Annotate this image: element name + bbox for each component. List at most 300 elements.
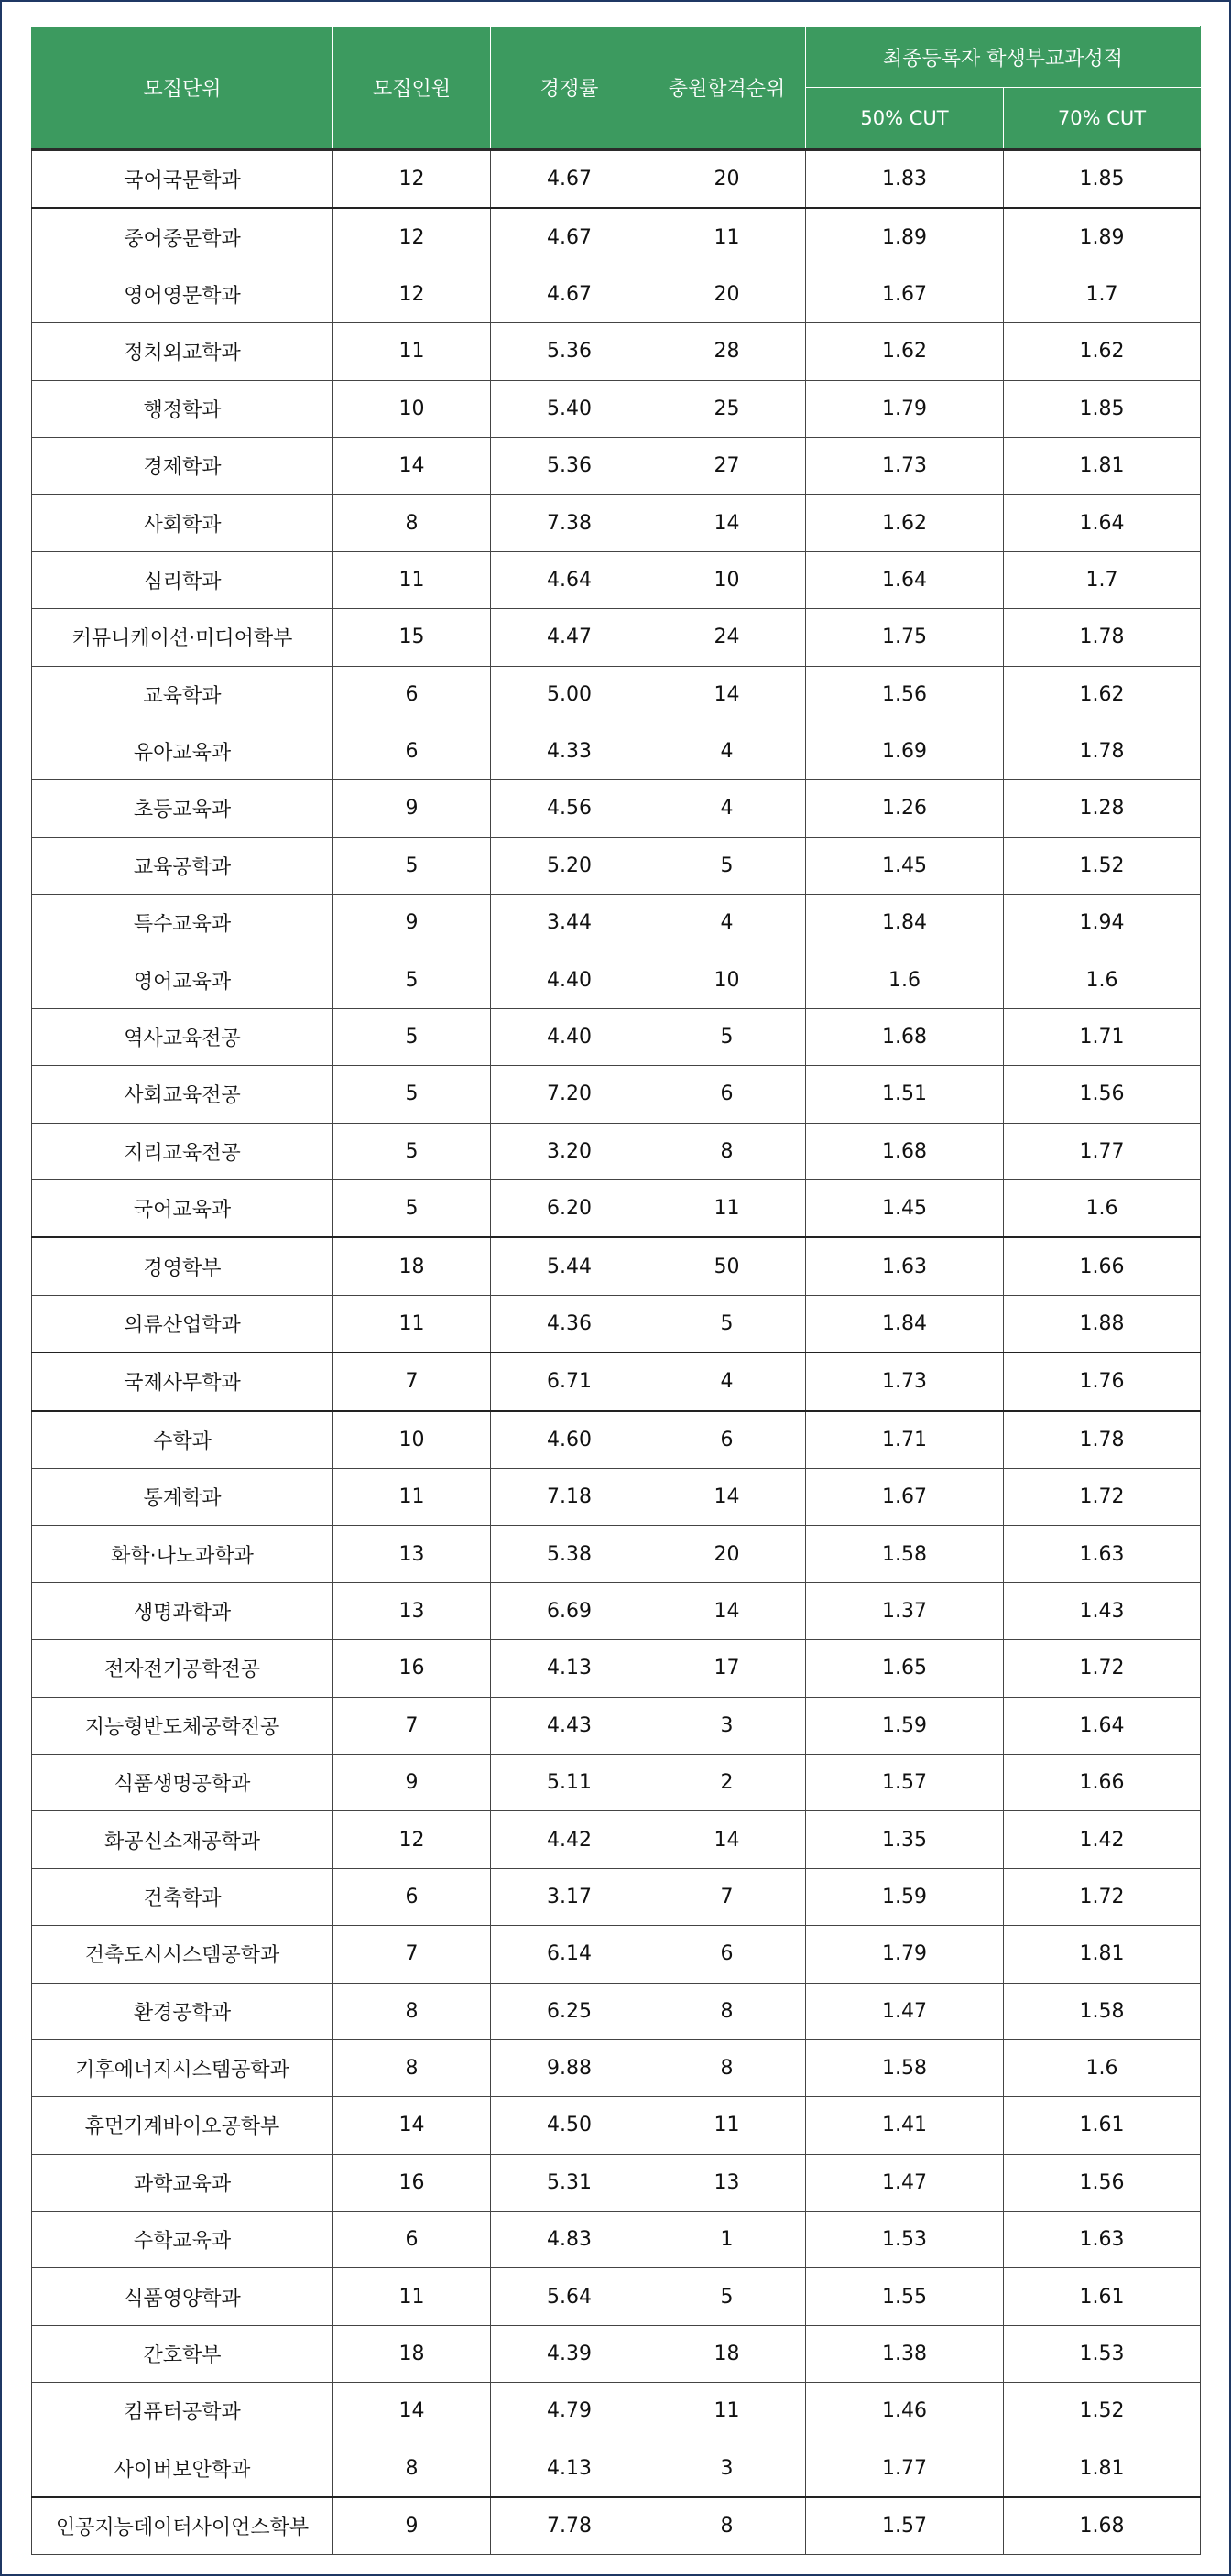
table-row xyxy=(32,2212,1201,2268)
cell-rank: 27 xyxy=(648,437,806,494)
table-row xyxy=(32,1295,1201,1353)
cell-quota: 6 xyxy=(333,2212,491,2268)
cell-quota: 18 xyxy=(333,2325,491,2382)
cell-ratio: 4.42 xyxy=(491,1811,648,1868)
cell-unit: 영어교육과 xyxy=(32,951,333,1008)
cell-unit: 사이버보안학과 xyxy=(32,2440,333,2497)
cell-unit: 경영학부 xyxy=(32,1237,333,1295)
cell-ratio: 9.88 xyxy=(491,2039,648,2096)
cell-cut70: 1.63 xyxy=(1004,2212,1201,2268)
cell-quota: 12 xyxy=(333,266,491,322)
cell-cut50: 1.67 xyxy=(806,266,1004,322)
cell-ratio: 5.38 xyxy=(491,1526,648,1582)
cell-unit: 지능형반도체공학전공 xyxy=(32,1697,333,1754)
cell-cut50: 1.47 xyxy=(806,1983,1004,2039)
header-rank: 충원합격순위 xyxy=(648,27,806,150)
cell-cut50: 1.73 xyxy=(806,437,1004,494)
cell-rank: 10 xyxy=(648,951,806,1008)
cell-quota: 7 xyxy=(333,1926,491,1983)
cell-rank: 11 xyxy=(648,2383,806,2440)
cell-cut70: 1.64 xyxy=(1004,1697,1201,1754)
cell-quota: 5 xyxy=(333,1066,491,1123)
header-cut50: 50% CUT xyxy=(806,88,1004,150)
table-row xyxy=(32,2440,1201,2497)
cell-rank: 4 xyxy=(648,723,806,779)
cell-ratio: 4.40 xyxy=(491,1008,648,1065)
cell-quota: 5 xyxy=(333,951,491,1008)
cell-rank: 24 xyxy=(648,609,806,666)
cell-quota: 12 xyxy=(333,208,491,266)
cell-quota: 12 xyxy=(333,150,491,209)
cell-unit: 환경공학과 xyxy=(32,1983,333,2039)
cell-rank: 20 xyxy=(648,266,806,322)
cell-ratio: 5.00 xyxy=(491,666,648,723)
cell-quota: 16 xyxy=(333,2154,491,2211)
cell-unit: 교육학과 xyxy=(32,666,333,723)
cell-rank: 5 xyxy=(648,2268,806,2325)
cell-cut70: 1.28 xyxy=(1004,780,1201,837)
cell-cut50: 1.56 xyxy=(806,666,1004,723)
cell-ratio: 3.44 xyxy=(491,895,648,951)
cell-cut70: 1.81 xyxy=(1004,1926,1201,1983)
cell-unit: 인공지능데이터사이언스학부 xyxy=(32,2497,333,2555)
cell-rank: 20 xyxy=(648,1526,806,1582)
table-row xyxy=(32,723,1201,779)
header-unit: 모집단위 xyxy=(32,27,333,150)
cell-ratio: 3.20 xyxy=(491,1123,648,1179)
table-row xyxy=(32,1468,1201,1525)
cell-cut50: 1.38 xyxy=(806,2325,1004,2382)
cell-ratio: 4.79 xyxy=(491,2383,648,2440)
table-row xyxy=(32,323,1201,380)
cell-ratio: 6.69 xyxy=(491,1582,648,1639)
table-row xyxy=(32,666,1201,723)
cell-cut70: 1.68 xyxy=(1004,2497,1201,2555)
cell-cut70: 1.81 xyxy=(1004,2440,1201,2497)
cell-unit: 국어국문학과 xyxy=(32,150,333,209)
table-row xyxy=(32,1983,1201,2039)
cell-cut50: 1.63 xyxy=(806,1237,1004,1295)
cell-unit: 화공신소재공학과 xyxy=(32,1811,333,1868)
cell-cut70: 1.66 xyxy=(1004,1754,1201,1810)
admission-results-table xyxy=(31,26,1201,2555)
cell-cut50: 1.67 xyxy=(806,1468,1004,1525)
table-row xyxy=(32,1180,1201,1238)
cell-ratio: 6.14 xyxy=(491,1926,648,1983)
cell-cut70: 1.94 xyxy=(1004,895,1201,951)
cell-ratio: 7.78 xyxy=(491,2497,648,2555)
cell-rank: 5 xyxy=(648,837,806,894)
cell-unit: 간호학부 xyxy=(32,2325,333,2382)
table-row xyxy=(32,551,1201,608)
cell-unit: 컴퓨터공학과 xyxy=(32,2383,333,2440)
cell-quota: 6 xyxy=(333,723,491,779)
cell-rank: 4 xyxy=(648,895,806,951)
cell-cut70: 1.71 xyxy=(1004,1008,1201,1065)
cell-cut50: 1.45 xyxy=(806,1180,1004,1238)
cell-cut50: 1.68 xyxy=(806,1008,1004,1065)
cell-rank: 20 xyxy=(648,150,806,209)
cell-cut50: 1.84 xyxy=(806,895,1004,951)
cell-quota: 9 xyxy=(333,895,491,951)
cell-unit: 국제사무학과 xyxy=(32,1353,333,1410)
cell-cut50: 1.58 xyxy=(806,2039,1004,2096)
table-row xyxy=(32,1640,1201,1697)
cell-ratio: 5.36 xyxy=(491,323,648,380)
table-row xyxy=(32,437,1201,494)
cell-cut70: 1.52 xyxy=(1004,837,1201,894)
cell-cut50: 1.89 xyxy=(806,208,1004,266)
cell-cut70: 1.62 xyxy=(1004,323,1201,380)
cell-ratio: 7.38 xyxy=(491,495,648,551)
cell-cut50: 1.62 xyxy=(806,323,1004,380)
cell-cut50: 1.79 xyxy=(806,1926,1004,1983)
cell-ratio: 4.39 xyxy=(491,2325,648,2382)
cell-rank: 14 xyxy=(648,1582,806,1639)
cell-quota: 11 xyxy=(333,323,491,380)
cell-cut70: 1.6 xyxy=(1004,2039,1201,2096)
table-body xyxy=(32,150,1201,2555)
cell-cut70: 1.63 xyxy=(1004,1526,1201,1582)
cell-unit: 의류산업학과 xyxy=(32,1295,333,1353)
cell-cut50: 1.83 xyxy=(806,150,1004,209)
cell-quota: 9 xyxy=(333,2497,491,2555)
cell-unit: 사회학과 xyxy=(32,495,333,551)
cell-cut70: 1.61 xyxy=(1004,2268,1201,2325)
cell-quota: 18 xyxy=(333,1237,491,1295)
cell-cut50: 1.47 xyxy=(806,2154,1004,2211)
cell-cut70: 1.6 xyxy=(1004,1180,1201,1238)
cell-rank: 14 xyxy=(648,1811,806,1868)
cell-cut50: 1.65 xyxy=(806,1640,1004,1697)
cell-rank: 11 xyxy=(648,208,806,266)
cell-cut50: 1.57 xyxy=(806,1754,1004,1810)
cell-rank: 2 xyxy=(648,1754,806,1810)
cell-cut50: 1.58 xyxy=(806,1526,1004,1582)
cell-cut70: 1.56 xyxy=(1004,1066,1201,1123)
cell-rank: 8 xyxy=(648,2497,806,2555)
header-quota: 모집인원 xyxy=(333,27,491,150)
table-row xyxy=(32,609,1201,666)
cell-ratio: 4.33 xyxy=(491,723,648,779)
cell-cut50: 1.68 xyxy=(806,1123,1004,1179)
cell-rank: 6 xyxy=(648,1411,806,1469)
cell-quota: 12 xyxy=(333,1811,491,1868)
cell-quota: 14 xyxy=(333,2383,491,2440)
cell-ratio: 7.18 xyxy=(491,1468,648,1525)
table-row xyxy=(32,1411,1201,1469)
cell-cut50: 1.41 xyxy=(806,2097,1004,2154)
table-row xyxy=(32,1123,1201,1179)
cell-cut50: 1.84 xyxy=(806,1295,1004,1353)
cell-unit: 휴먼기계바이오공학부 xyxy=(32,2097,333,2154)
cell-cut50: 1.69 xyxy=(806,723,1004,779)
cell-quota: 11 xyxy=(333,1295,491,1353)
cell-rank: 14 xyxy=(648,666,806,723)
table-row xyxy=(32,1526,1201,1582)
cell-cut50: 1.59 xyxy=(806,1697,1004,1754)
cell-cut70: 1.64 xyxy=(1004,495,1201,551)
cell-quota: 5 xyxy=(333,1123,491,1179)
cell-cut50: 1.62 xyxy=(806,495,1004,551)
cell-rank: 8 xyxy=(648,1983,806,2039)
cell-unit: 역사교육전공 xyxy=(32,1008,333,1065)
cell-ratio: 3.17 xyxy=(491,1868,648,1925)
cell-unit: 생명과학과 xyxy=(32,1582,333,1639)
header-ratio: 경쟁률 xyxy=(491,27,648,150)
table-row xyxy=(32,1926,1201,1983)
cell-rank: 4 xyxy=(648,780,806,837)
cell-quota: 13 xyxy=(333,1526,491,1582)
cell-quota: 7 xyxy=(333,1697,491,1754)
cell-ratio: 4.43 xyxy=(491,1697,648,1754)
cell-quota: 14 xyxy=(333,2097,491,2154)
cell-rank: 50 xyxy=(648,1237,806,1295)
cell-ratio: 4.47 xyxy=(491,609,648,666)
table-row xyxy=(32,495,1201,551)
cell-unit: 특수교육과 xyxy=(32,895,333,951)
cell-cut70: 1.85 xyxy=(1004,150,1201,209)
cell-quota: 8 xyxy=(333,2440,491,2497)
cell-rank: 17 xyxy=(648,1640,806,1697)
cell-ratio: 5.36 xyxy=(491,437,648,494)
cell-rank: 25 xyxy=(648,380,806,437)
cell-cut50: 1.59 xyxy=(806,1868,1004,1925)
table-row xyxy=(32,2154,1201,2211)
table-row xyxy=(32,2325,1201,2382)
cell-unit: 경제학과 xyxy=(32,437,333,494)
table-row xyxy=(32,780,1201,837)
cell-cut70: 1.62 xyxy=(1004,666,1201,723)
table-row xyxy=(32,1697,1201,1754)
cell-cut70: 1.77 xyxy=(1004,1123,1201,1179)
table-row xyxy=(32,380,1201,437)
table-row xyxy=(32,2383,1201,2440)
cell-rank: 3 xyxy=(648,1697,806,1754)
cell-unit: 유아교육과 xyxy=(32,723,333,779)
cell-quota: 15 xyxy=(333,609,491,666)
header-cut70: 70% CUT xyxy=(1004,88,1201,150)
cell-quota: 9 xyxy=(333,780,491,837)
table-row xyxy=(32,1811,1201,1868)
cell-ratio: 5.64 xyxy=(491,2268,648,2325)
cell-cut50: 1.53 xyxy=(806,2212,1004,2268)
cell-ratio: 4.67 xyxy=(491,266,648,322)
cell-rank: 4 xyxy=(648,1353,806,1410)
cell-cut70: 1.85 xyxy=(1004,380,1201,437)
cell-unit: 심리학과 xyxy=(32,551,333,608)
cell-rank: 28 xyxy=(648,323,806,380)
cell-unit: 수학교육과 xyxy=(32,2212,333,2268)
header-grade-group: 최종등록자 학생부교과성적 xyxy=(806,27,1201,88)
cell-rank: 18 xyxy=(648,2325,806,2382)
cell-cut70: 1.52 xyxy=(1004,2383,1201,2440)
cell-ratio: 5.11 xyxy=(491,1754,648,1810)
cell-cut70: 1.53 xyxy=(1004,2325,1201,2382)
cell-unit: 초등교육과 xyxy=(32,780,333,837)
cell-quota: 10 xyxy=(333,380,491,437)
cell-cut70: 1.81 xyxy=(1004,437,1201,494)
cell-ratio: 4.40 xyxy=(491,951,648,1008)
cell-rank: 13 xyxy=(648,2154,806,2211)
cell-quota: 10 xyxy=(333,1411,491,1469)
cell-cut70: 1.72 xyxy=(1004,1868,1201,1925)
cell-rank: 8 xyxy=(648,1123,806,1179)
cell-ratio: 6.20 xyxy=(491,1180,648,1238)
cell-ratio: 4.60 xyxy=(491,1411,648,1469)
cell-quota: 8 xyxy=(333,495,491,551)
cell-cut50: 1.37 xyxy=(806,1582,1004,1639)
table-row xyxy=(32,1754,1201,1810)
cell-unit: 기후에너지시스템공학과 xyxy=(32,2039,333,2096)
cell-cut50: 1.35 xyxy=(806,1811,1004,1868)
cell-ratio: 5.40 xyxy=(491,380,648,437)
cell-cut50: 1.73 xyxy=(806,1353,1004,1410)
cell-unit: 지리교육전공 xyxy=(32,1123,333,1179)
cell-unit: 국어교육과 xyxy=(32,1180,333,1238)
cell-rank: 1 xyxy=(648,2212,806,2268)
table-row xyxy=(32,1237,1201,1295)
cell-rank: 14 xyxy=(648,1468,806,1525)
cell-ratio: 4.36 xyxy=(491,1295,648,1353)
cell-ratio: 4.56 xyxy=(491,780,648,837)
cell-cut70: 1.72 xyxy=(1004,1640,1201,1697)
cell-quota: 11 xyxy=(333,2268,491,2325)
cell-rank: 8 xyxy=(648,2039,806,2096)
cell-rank: 7 xyxy=(648,1868,806,1925)
cell-quota: 7 xyxy=(333,1353,491,1410)
cell-cut50: 1.6 xyxy=(806,951,1004,1008)
cell-cut70: 1.43 xyxy=(1004,1582,1201,1639)
table-row xyxy=(32,951,1201,1008)
cell-quota: 5 xyxy=(333,837,491,894)
cell-cut50: 1.46 xyxy=(806,2383,1004,2440)
cell-cut50: 1.79 xyxy=(806,380,1004,437)
cell-unit: 중어중문학과 xyxy=(32,208,333,266)
cell-unit: 식품영양학과 xyxy=(32,2268,333,2325)
table-row xyxy=(32,1066,1201,1123)
cell-cut70: 1.58 xyxy=(1004,1983,1201,2039)
table-row xyxy=(32,266,1201,322)
cell-ratio: 4.13 xyxy=(491,1640,648,1697)
cell-ratio: 4.64 xyxy=(491,551,648,608)
cell-unit: 정치외교학과 xyxy=(32,323,333,380)
cell-ratio: 5.44 xyxy=(491,1237,648,1295)
cell-unit: 수학과 xyxy=(32,1411,333,1469)
cell-ratio: 6.71 xyxy=(491,1353,648,1410)
cell-unit: 커뮤니케이션·미디어학부 xyxy=(32,609,333,666)
cell-rank: 11 xyxy=(648,2097,806,2154)
cell-ratio: 4.67 xyxy=(491,150,648,209)
cell-cut70: 1.56 xyxy=(1004,2154,1201,2211)
table-row xyxy=(32,1353,1201,1410)
table-row xyxy=(32,2097,1201,2154)
table-row xyxy=(32,150,1201,209)
cell-rank: 10 xyxy=(648,551,806,608)
cell-cut70: 1.78 xyxy=(1004,723,1201,779)
cell-unit: 과학교육과 xyxy=(32,2154,333,2211)
cell-unit: 식품생명공학과 xyxy=(32,1754,333,1810)
cell-quota: 11 xyxy=(333,551,491,608)
cell-rank: 6 xyxy=(648,1926,806,1983)
cell-cut70: 1.7 xyxy=(1004,551,1201,608)
cell-quota: 6 xyxy=(333,666,491,723)
cell-cut50: 1.57 xyxy=(806,2497,1004,2555)
cell-cut50: 1.55 xyxy=(806,2268,1004,2325)
cell-unit: 사회교육전공 xyxy=(32,1066,333,1123)
cell-ratio: 4.67 xyxy=(491,208,648,266)
cell-ratio: 5.31 xyxy=(491,2154,648,2211)
table-row xyxy=(32,2497,1201,2555)
cell-cut70: 1.78 xyxy=(1004,1411,1201,1469)
cell-unit: 행정학과 xyxy=(32,380,333,437)
table-row xyxy=(32,895,1201,951)
cell-cut70: 1.61 xyxy=(1004,2097,1201,2154)
cell-quota: 14 xyxy=(333,437,491,494)
cell-cut50: 1.64 xyxy=(806,551,1004,608)
cell-cut50: 1.71 xyxy=(806,1411,1004,1469)
cell-unit: 영어영문학과 xyxy=(32,266,333,322)
cell-unit: 건축도시시스템공학과 xyxy=(32,1926,333,1983)
cell-unit: 교육공학과 xyxy=(32,837,333,894)
cell-cut70: 1.89 xyxy=(1004,208,1201,266)
cell-cut50: 1.45 xyxy=(806,837,1004,894)
cell-ratio: 5.20 xyxy=(491,837,648,894)
cell-quota: 8 xyxy=(333,1983,491,2039)
cell-cut70: 1.76 xyxy=(1004,1353,1201,1410)
cell-quota: 8 xyxy=(333,2039,491,2096)
cell-rank: 5 xyxy=(648,1295,806,1353)
cell-ratio: 6.25 xyxy=(491,1983,648,2039)
cell-cut70: 1.6 xyxy=(1004,951,1201,1008)
table-row xyxy=(32,2268,1201,2325)
cell-quota: 11 xyxy=(333,1468,491,1525)
cell-unit: 건축학과 xyxy=(32,1868,333,1925)
cell-cut70: 1.42 xyxy=(1004,1811,1201,1868)
cell-cut50: 1.26 xyxy=(806,780,1004,837)
table-row xyxy=(32,208,1201,266)
cell-cut70: 1.78 xyxy=(1004,609,1201,666)
cell-unit: 통계학과 xyxy=(32,1468,333,1525)
cell-quota: 5 xyxy=(333,1180,491,1238)
table-row xyxy=(32,1868,1201,1925)
cell-cut50: 1.51 xyxy=(806,1066,1004,1123)
cell-quota: 13 xyxy=(333,1582,491,1639)
cell-ratio: 4.83 xyxy=(491,2212,648,2268)
cell-cut50: 1.75 xyxy=(806,609,1004,666)
cell-rank: 5 xyxy=(648,1008,806,1065)
cell-cut70: 1.7 xyxy=(1004,266,1201,322)
cell-ratio: 4.13 xyxy=(491,2440,648,2497)
cell-cut70: 1.88 xyxy=(1004,1295,1201,1353)
cell-rank: 11 xyxy=(648,1180,806,1238)
table-row xyxy=(32,1582,1201,1639)
cell-cut70: 1.72 xyxy=(1004,1468,1201,1525)
cell-cut50: 1.77 xyxy=(806,2440,1004,2497)
cell-unit: 전자전기공학전공 xyxy=(32,1640,333,1697)
table-row xyxy=(32,1008,1201,1065)
cell-quota: 9 xyxy=(333,1754,491,1810)
cell-rank: 6 xyxy=(648,1066,806,1123)
cell-quota: 16 xyxy=(333,1640,491,1697)
cell-quota: 5 xyxy=(333,1008,491,1065)
cell-cut70: 1.66 xyxy=(1004,1237,1201,1295)
table-row xyxy=(32,2039,1201,2096)
cell-unit: 화학·나노과학과 xyxy=(32,1526,333,1582)
cell-quota: 6 xyxy=(333,1868,491,1925)
cell-rank: 14 xyxy=(648,495,806,551)
table-header xyxy=(32,27,1201,150)
